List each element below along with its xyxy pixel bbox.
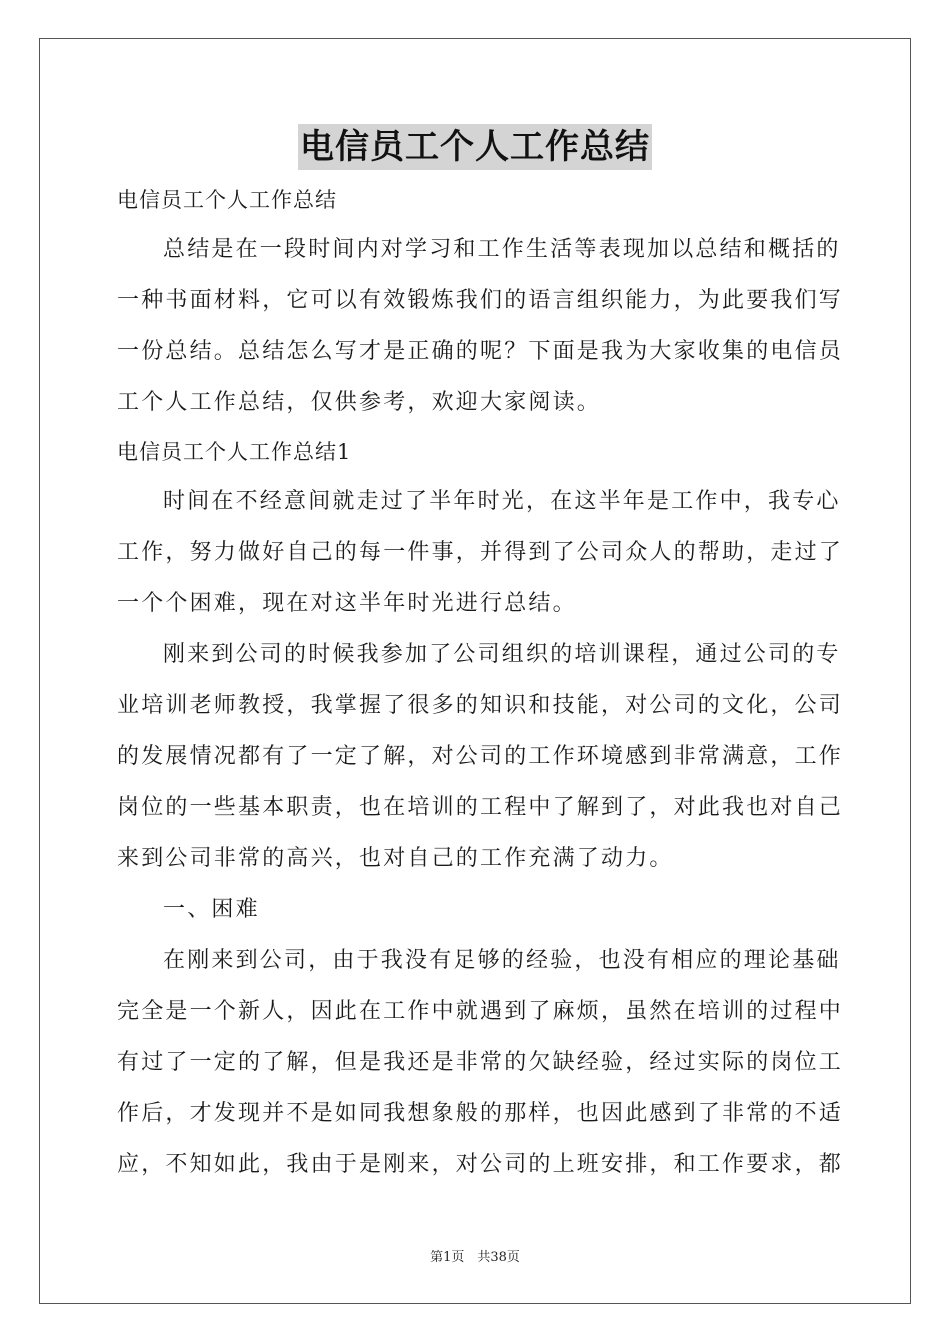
intro-line: 总结是在一段时间内对学习和工作生活等表现加以总结和概括的: [163, 237, 841, 262]
section-heading: 电信员工个人工作总结1: [117, 440, 352, 464]
document-body: [117, 176, 844, 1190]
paragraph-line: 刚来到公司的时候我参加了公司组织的培训课程，通过公司的专: [163, 642, 841, 667]
intro-line: 一种书面材料，它可以有效锻炼我们的语言组织能力，为此要我们写: [117, 288, 844, 313]
page-number-footer: 第1页 共38页: [430, 1250, 520, 1265]
title-container: [0, 124, 950, 170]
paragraph-line: 时间在不经意间就走过了半年时光，在这半年是工作中，我专心: [163, 489, 841, 514]
document-title: 电信员工个人工作总结: [298, 124, 652, 170]
subsection-heading: 一、困难: [163, 897, 260, 922]
paragraph-line: 一个个困难，现在对这半年时光进行总结。: [117, 591, 577, 616]
paragraph-line: 岗位的一些基本职责，也在培训的工程中了解到了，对此我也对自己: [117, 795, 844, 820]
paragraph-line: 应，不知如此，我由于是刚来，对公司的上班安排，和工作要求，都: [117, 1152, 844, 1177]
paragraph-line: 来到公司非常的高兴，也对自己的工作充满了动力。: [117, 846, 674, 871]
intro-line: 工个人工作总结，仅供参考，欢迎大家阅读。: [117, 390, 602, 415]
paragraph-line: 在刚来到公司，由于我没有足够的经验，也没有相应的理论基础: [163, 948, 841, 973]
paragraph-line: 作后，才发现并不是如同我想象般的那样，也因此感到了非常的不适: [117, 1101, 844, 1126]
intro-line: 一份总结。总结怎么写才是正确的呢？下面是我为大家收集的电信员: [117, 339, 844, 364]
document-subtitle: 电信员工个人工作总结: [117, 188, 337, 212]
paragraph-line: 完全是一个新人，因此在工作中就遇到了麻烦，虽然在培训的过程中: [117, 999, 844, 1024]
paragraph-line: 工作，努力做好自己的每一件事，并得到了公司众人的帮助，走过了: [117, 540, 844, 565]
paragraph-line: 的发展情况都有了一定了解，对公司的工作环境感到非常满意，工作: [117, 744, 844, 769]
paragraph-line: 业培训老师教授，我掌握了很多的知识和技能，对公司的文化，公司: [117, 693, 844, 718]
paragraph-line: 有过了一定的了解，但是我还是非常的欠缺经验，经过实际的岗位工: [117, 1050, 844, 1075]
